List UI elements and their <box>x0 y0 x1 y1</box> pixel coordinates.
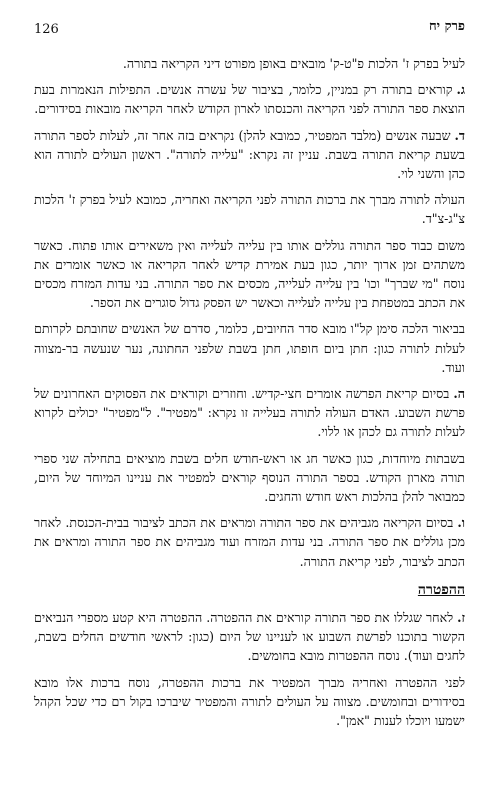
paragraph <box>34 449 465 507</box>
page-number: 126 <box>34 22 59 37</box>
paragraph <box>34 236 465 313</box>
paragraph <box>34 319 465 377</box>
paragraph <box>34 80 465 118</box>
paragraph-text: בסיום הקריאה מגביהים את ספר התורה ומראים את הכתב לציבור בבית-הכנסת. לאחר מכן גוללים את ספר התורה. בני עדות המזרח ועוד מגביהים את ספר התורה ומראים את הכתב לציבור, לפני קריאת התורה. <box>34 515 465 569</box>
paragraph-text: לאחר שגללו את ספר התורה קוראים את ההפטרה. ההפטרה היא קטע מספרי הנביאים הקשור בתוכנו לפרשת השבוע או לעניינו של היום (כגון: לראשי חודשים החלים בשבת, לחגים ועוד). נוסח ההפטרות מובא בחומשים. <box>34 610 465 664</box>
paragraph-text: לפני ההפטרה ואחריה מברך המפטיר את ברכות ההפטרה, נוסח ברכות אלו מובא בסידורים ובחומשים. מצווה על העולים לתורה והמפטיר שיברכו בקול רם כדי שכל הקהל ישמעו ויוכלו לענות "אמן". <box>34 674 465 729</box>
section-heading: ההפטרה <box>417 581 465 598</box>
body-text <box>34 54 465 737</box>
paragraph-text: לעיל בפרק ז' הלכות פ"ט-ק' מובאים באופן מפורט דיני הקריאה בתורה. <box>122 56 465 71</box>
paragraph-number: ז. <box>457 610 465 626</box>
paragraph <box>34 513 465 571</box>
paragraph <box>34 126 465 184</box>
page-header <box>34 16 465 38</box>
paragraph-text: העולה לתורה מברך את ברכות התורה לפני הקריאה ואחריה, כמובא לעיל בפרק ז' הלכות צ"ג-צ"ד. <box>34 192 465 227</box>
paragraph <box>34 608 465 666</box>
paragraph-number: ד. <box>454 127 465 143</box>
paragraph-number: ו. <box>457 515 465 531</box>
paragraph <box>34 673 465 731</box>
paragraph <box>34 190 465 228</box>
paragraph-intro <box>34 54 465 73</box>
paragraph-text: משום כבוד ספר התורה גוללים אותו בין עלייה לעלייה ואין משאירים אותו פתוח. כאשר משתהים זמן ארוך יותר, כגון בעת אמירת קדיש לאחר הקריאה או כאשר אומרים את נוסח "מי שברך" וכו' בין עלייה לעלייה, מכסים את ספר התורה. בני עדות המזרח מכסים את הכתב במטפחת בין עלייה לעלייה וכאשר יש הפסק גדול סוגרים את הספר. <box>34 237 465 311</box>
paragraph-number: ה. <box>453 386 465 402</box>
paragraph-number: ג. <box>456 82 465 98</box>
paragraph <box>34 384 465 442</box>
paragraph-text: שבעה אנשים (מלבד המפטיר, כמובא להלן) נקראים בזה אחר זה, לעלות לספר התורה בשעת קריאת התורה בשבת. עניין זה נקרא: "עלייה לתורה". ראשון העולים לתורה הוא כהן והשני לוי. <box>34 127 465 182</box>
chapter-title: פרק יח <box>428 19 465 34</box>
paragraph-text: בביאור הלכה סימן קל"ו מובא סדר החיובים, כלומר, סדרם של האנשים שחובתם לקרותם לעלות לתורה כגון: חתן ביום חופתו, חתן בשבת שלפני החתונה, נער שנעשה בר-מצווה ועוד. <box>34 321 465 375</box>
paragraph-text: בשבתות מיוחדות, כגון כאשר חג או ראש-חודש חלים בשבת מוציאים בתחילה שני ספרי תורה מארון הקודש. בספר התורה הנוסף קוראים למפטיר את עניינו המיוחד של היום, כמבואר להלן בהלכות ראש חודש והחגים. <box>34 450 465 505</box>
paragraph-text: בסיום קריאת הפרשה אומרים חצי-קדיש. וחוזרים וקוראים את הפסוקים האחרונים של פרשת השבוע. האדם העולה לתורה בעלייה זו נקרא: "מפטיר". ל"מפטיר" יכולים לקרוא לעלות לתורה גם לכהן או ללוי. <box>34 386 465 440</box>
paragraph-text: קוראים בתורה רק במניין, כלומר, בציבור של עשרה אנשים. התפילות הנאמרות בעת הוצאת ספר התורה לפני הקריאה והכנסתו לארון הקודש לאחר הקריאה מובאות בסידורים. <box>34 82 465 117</box>
